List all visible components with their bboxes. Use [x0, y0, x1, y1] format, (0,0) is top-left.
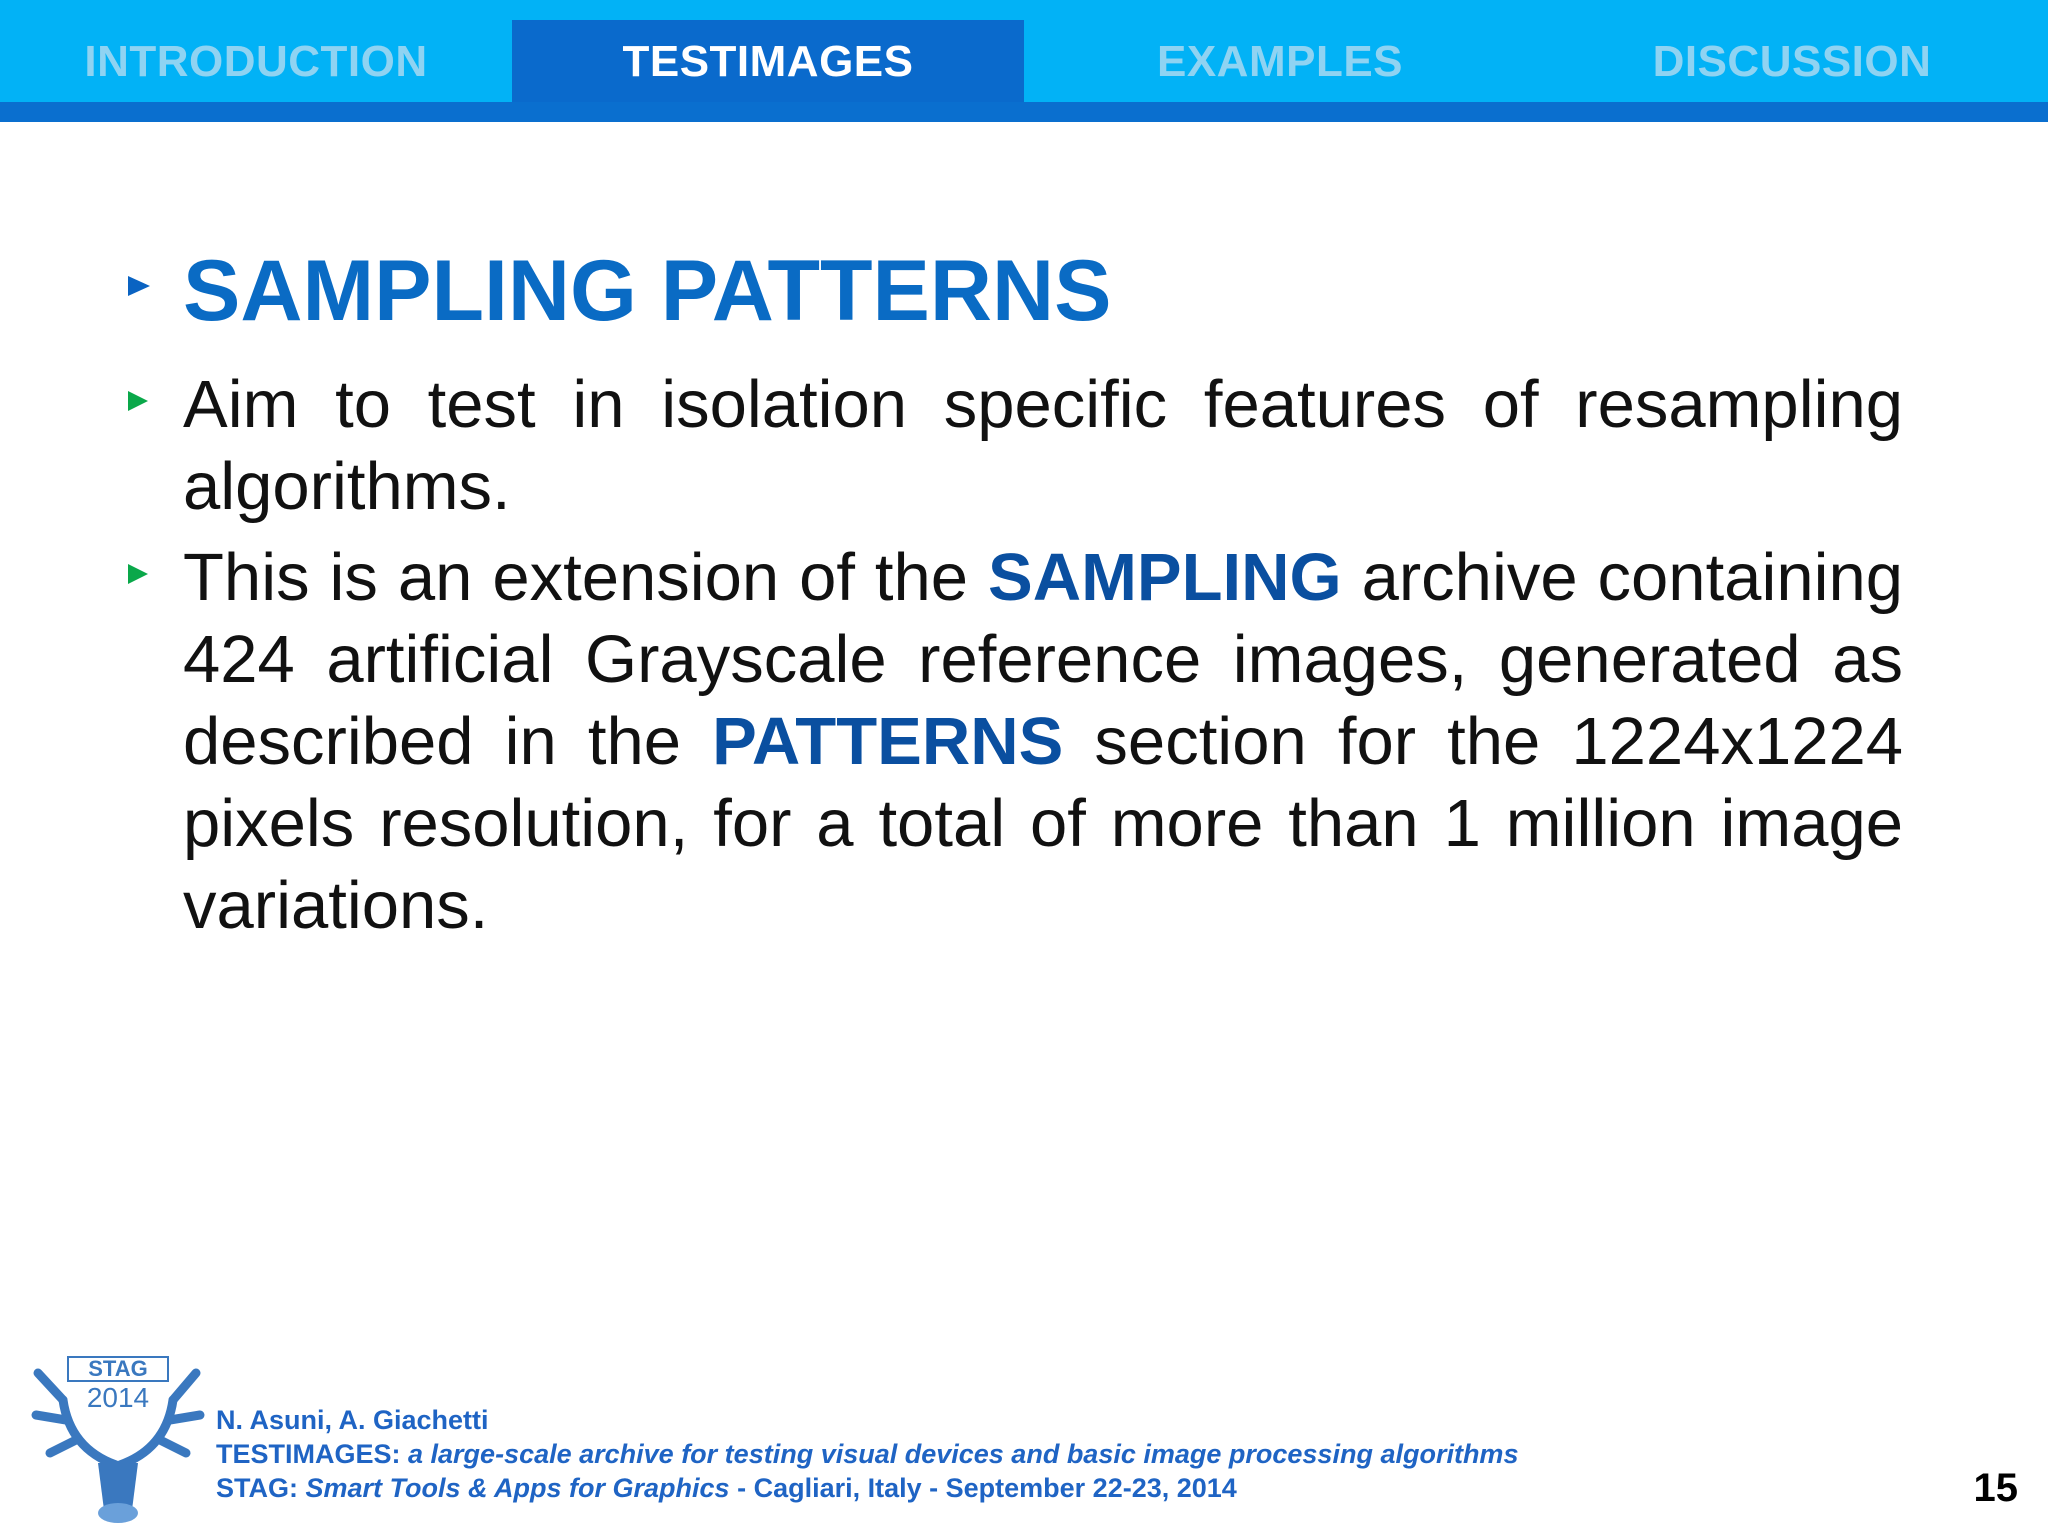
page-number: 15: [1973, 1466, 2018, 1510]
deer-antlers-icon: [28, 1345, 206, 1525]
bullet-2-text-part: archive containing 424 artificial Grayscale reference images, generated as described in the: [183, 540, 1904, 779]
footer-citation: [216, 1403, 1518, 1505]
title-bullet-icon: [128, 276, 150, 296]
sampling-highlight: SAMPLING: [988, 540, 1342, 615]
footer-stag-details: - Cagliari, Italy - September 22-23, 2014: [729, 1473, 1237, 1503]
logo-year: 2014: [86, 1382, 150, 1413]
tab-testimages[interactable]: TESTIMAGES: [512, 20, 1024, 104]
tab-introduction[interactable]: INTRODUCTION: [84, 37, 428, 86]
footer-conference-line: [216, 1471, 1518, 1505]
bullet-arrow-icon: [128, 391, 148, 411]
tab-examples[interactable]: EXAMPLES: [1156, 37, 1404, 86]
footer-testimages-label: TESTIMAGES:: [216, 1439, 401, 1469]
footer-stag-label: STAG:: [216, 1473, 298, 1503]
slide-heading: SAMPLING PATTERNS: [183, 243, 1112, 339]
footer-testimages-description: a large-scale archive for testing visual devices and basic image processing algorithms: [400, 1439, 1519, 1469]
logo-text: STAG: [88, 1356, 148, 1381]
tab-discussion[interactable]: DISCUSSION: [1652, 37, 1932, 86]
bullet-text-1: Aim to test in isolation specific features of resampling algorithms.: [183, 367, 1903, 524]
bullet-text-2: [183, 537, 1903, 947]
stag-2014-logo: [28, 1345, 206, 1525]
footer-stag-name: Smart Tools & Apps for Graphics: [298, 1473, 730, 1503]
bullet-2-text-part: section for the 1224x1224 pixels resolution, for a total of more than 1 million image variations.: [183, 704, 1904, 943]
bullet-arrow-icon: [128, 564, 148, 584]
footer-title-line: [216, 1437, 1518, 1471]
footer-authors: N. Asuni, A. Giachetti: [216, 1405, 489, 1435]
bullet-2-text-part: This is an extension of the: [183, 540, 989, 615]
patterns-highlight: PATTERNS: [712, 704, 1064, 779]
